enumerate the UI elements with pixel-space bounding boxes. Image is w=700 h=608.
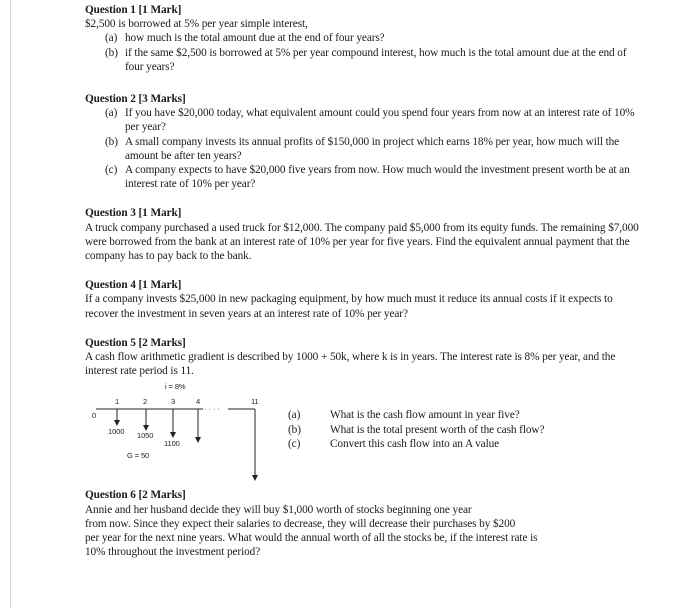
question-1-part-a (85, 31, 645, 45)
part-text: A company expects to have $20,000 five years from now. How much would the investment present worth be at an interest rate of 10% per year? (125, 164, 630, 191)
part-label: (c) (105, 164, 118, 177)
question-3-text: A truck company purchased a used truck for $12,000. The company paid $5,000 from its equity funds. The remaining $7,000 were borrowed from the bank at an interest rate of 10% per year for five years. Find the equivalent annual payment that the company has to pay back to the bank. (85, 221, 639, 263)
question-5-part-c (288, 437, 544, 451)
part-label: (b) (288, 423, 301, 436)
question-6-line-3: per year for the next nine years. What would the annual worth of all the stocks be, if the interest rate is (85, 532, 538, 545)
question-5-figure-area (85, 378, 645, 488)
question-1-title: Question 1 [1 Mark] (85, 4, 182, 16)
question-3-title: Question 3 [1 Mark] (85, 207, 182, 220)
question-4-text: If a company invests $25,000 in new packaging equipment, by how much must it reduce its annual costs if it expects to recover the investment in seven years at an interest rate of 10% per year? (85, 293, 613, 320)
amount-label-1: 1000 (108, 427, 125, 437)
interest-rate-label: i = 8% (165, 382, 186, 392)
amount-label-2: 1050 (137, 431, 154, 441)
part-label: (b) (105, 46, 118, 59)
question-4 (85, 278, 645, 321)
period-label-0: 0 (92, 411, 97, 421)
question-sheet (85, 3, 645, 559)
question-3 (85, 206, 645, 263)
part-text: What is the cash flow amount in year five? (330, 409, 520, 422)
period-label-2: 2 (143, 397, 148, 407)
question-6-line-1: Annie and her husband decide they will buy $1,000 worth of stocks beginning one year (85, 503, 472, 516)
question-5-text: A cash flow arithmetic gradient is described by 1000 + 50k, where k is in years. The interest rate is 8% per year, and the interest rate period is 11. (85, 351, 616, 378)
part-text: if the same $2,500 is borrowed at 5% per year compound interest, how much is the total amount due at the end of four years? (125, 46, 627, 73)
question-6-line-4: 10% throughout the investment period? (85, 546, 261, 559)
amount-label-3: 1100 (164, 439, 180, 449)
question-5 (85, 336, 645, 489)
question-2-part-c (85, 163, 645, 191)
question-6-line-2: from now. Since they expect their salaries to decrease, they will decrease their purchases by $200 (85, 517, 516, 530)
part-label: (a) (288, 409, 301, 422)
part-label: (a) (105, 107, 118, 120)
question-2-part-a (85, 106, 645, 134)
question-1 (85, 3, 645, 74)
period-label-11: 11 (251, 397, 259, 407)
question-5-part-a (288, 408, 544, 422)
page-edge-line (10, 0, 11, 608)
timeline-dots: · · · · (204, 404, 220, 414)
cash-flow-diagram (85, 378, 285, 488)
part-label: (b) (105, 135, 118, 148)
part-text: A small company invests its annual profits of $150,000 in project which earns 18% per year, how much will the amount be after ten years? (125, 135, 620, 162)
question-5-part-b (288, 423, 544, 437)
question-4-title: Question 4 [1 Mark] (85, 279, 182, 292)
period-label-4: 4 (196, 397, 201, 407)
part-text: If you have $20,000 today, what equivalent amount could you spend four years from now at an interest rate of 10% per year? (125, 107, 635, 134)
question-5-parts (288, 408, 544, 451)
part-text: how much is the total amount due at the end of four years? (125, 32, 385, 45)
question-6-title: Question 6 [2 Marks] (85, 489, 186, 502)
part-text: What is the total present worth of the cash flow? (330, 423, 545, 436)
question-5-title: Question 5 [2 Marks] (85, 336, 186, 349)
question-1-stem: $2,500 is borrowed at 5% per year simple interest, (85, 18, 308, 31)
gradient-label: G = 50 (127, 451, 150, 461)
question-2 (85, 92, 645, 191)
question-1-part-b (85, 46, 645, 74)
period-label-1: 1 (115, 397, 120, 407)
part-label: (c) (288, 437, 301, 450)
part-text: Convert this cash flow into an A value (330, 437, 500, 450)
question-2-part-b (85, 135, 645, 163)
part-label: (a) (105, 32, 118, 45)
period-label-3: 3 (171, 397, 176, 407)
question-2-title: Question 2 [3 Marks] (85, 93, 186, 106)
question-6 (85, 488, 645, 559)
